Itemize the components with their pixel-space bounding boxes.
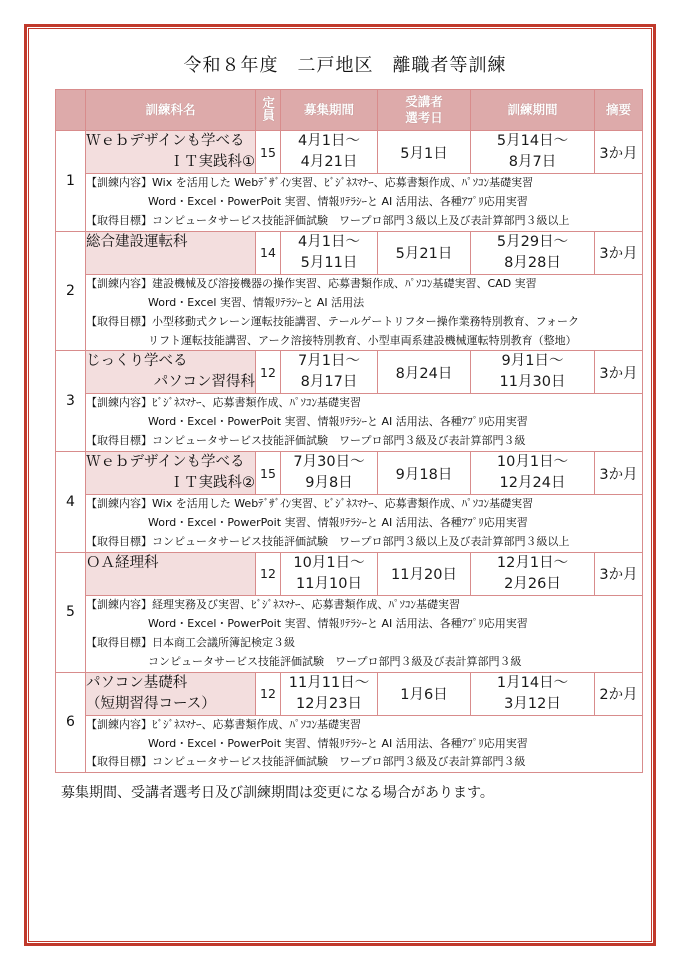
course-name-cell (86, 131, 256, 174)
course-detail-line: 【訓練内容】ﾋﾞｼﾞﾈｽﾏﾅｰ、応募書類作成、ﾊﾟｿｺﾝ基礎実習 (86, 717, 361, 731)
capacity-value: 14 (256, 231, 281, 274)
course-detail-cell (86, 495, 643, 553)
recruit-period-value-line2: 5月11日 (300, 254, 358, 271)
exam-date-value: 5月21日 (378, 231, 471, 274)
course-detail-line: Word・Excel・PowerPoit 実習、情報ﾘﾃﾗｼｰと AI 活用法、各種ｱﾌﾟﾘ応用実習 (148, 616, 528, 630)
course-detail-line: Word・Excel・PowerPoit 実習、情報ﾘﾃﾗｼｰと AI 活用法、各種ｱﾌﾟﾘ応用実習 (148, 736, 528, 750)
course-name-line2: パソコン習得科 (153, 374, 255, 391)
page-title: 令和８年度 二戸地区 離職者等訓練 (183, 55, 507, 76)
capacity-value: 15 (256, 131, 281, 174)
recruit-period-value-line2: 12月23日 (296, 695, 362, 712)
recruit-period-value (281, 672, 378, 715)
training-period-value-line2: 2月26日 (504, 575, 561, 592)
table-row (56, 231, 643, 274)
column-header-capacity (256, 90, 281, 131)
note-value: 3か月 (595, 452, 643, 495)
course-name-cell (86, 552, 256, 595)
capacity-value: 12 (256, 672, 281, 715)
course-detail-line: 【取得目標】コンピュータサービス技能評価試験 ワープロ部門３級及び表計算部門３級 (86, 755, 526, 769)
training-period-value-line2: 8月28日 (504, 254, 561, 271)
course-detail-line: 【訓練内容】Wix を活用した Webﾃﾞｻﾞｲﾝ実習、ﾋﾞｼﾞﾈｽﾏﾅｰ、応募書類作成、ﾊﾟｿｺﾝ基礎実習 (86, 497, 534, 511)
training-period-value-line2: 11月30日 (499, 374, 566, 391)
course-name-line1: じっくり学べる (86, 353, 188, 370)
training-period-value (471, 231, 595, 274)
course-detail-line: 【取得目標】コンピュータサービス技能評価試験 ワープロ部門３級以上及び表計算部門３級以上 (86, 213, 570, 227)
note-value: 2か月 (595, 672, 643, 715)
capacity-value: 12 (256, 552, 281, 595)
course-detail-cell (86, 394, 643, 452)
course-name-line1: Ｗｅｂデザインも学べる (86, 133, 245, 149)
row-number: 4 (56, 452, 86, 553)
course-detail-cell (86, 715, 643, 773)
course-name-cell (86, 672, 256, 715)
training-schedule-table (55, 89, 643, 773)
training-period-value-line1: 10月1日～ (496, 454, 569, 471)
course-detail-line: 【訓練内容】ﾋﾞｼﾞﾈｽﾏﾅｰ、応募書類作成、ﾊﾟｿｺﾝ基礎実習 (86, 396, 361, 410)
course-name-line2 (86, 574, 255, 595)
course-detail-line: 【訓練内容】経理実務及び実習、ﾋﾞｼﾞﾈｽﾏﾅｰ、応募書類作成、ﾊﾟｿｺﾝ基礎実習 (86, 597, 460, 611)
course-name-line1: Ｗｅｂデザインも学べる (86, 454, 245, 471)
course-detail-line: 【取得目標】コンピュータサービス技能評価試験 ワープロ部門３級及び表計算部門３級 (86, 434, 526, 448)
training-period-value-line1: 5月14日～ (496, 133, 569, 149)
capacity-value: 12 (256, 351, 281, 394)
column-header-exam-date (378, 90, 471, 131)
course-name-line1: パソコン基礎科 (86, 674, 188, 691)
recruit-period-value-line2: 11月10日 (296, 575, 362, 592)
table-detail-row (56, 394, 643, 452)
recruit-period-value-line1: 4月1日～ (298, 233, 360, 250)
exam-date-value: 1月6日 (378, 672, 471, 715)
column-header-recruit-period: 募集期間 (281, 90, 378, 131)
document-content (55, 45, 638, 802)
training-period-value (471, 351, 595, 394)
table-row (56, 131, 643, 174)
table-header-row (56, 90, 643, 131)
table-body (56, 131, 643, 773)
training-period-value-line2: 3月12日 (504, 695, 561, 712)
training-period-value-line1: 9月1日～ (501, 353, 564, 370)
table-detail-row (56, 274, 643, 351)
recruit-period-value (281, 552, 378, 595)
course-detail-cell (86, 174, 643, 232)
course-name-line1: ＯＡ経理科 (86, 554, 159, 571)
capacity-value: 15 (256, 452, 281, 495)
table-row (56, 452, 643, 495)
table-header (56, 90, 643, 131)
course-detail-line: Word・Excel・PowerPoit 実習、情報ﾘﾃﾗｼｰと AI 活用法、各種ｱﾌﾟﾘ応用実習 (148, 194, 528, 208)
footnote: 募集期間、受講者選考日及び訓練期間は変更になる場合があります。 (61, 785, 494, 802)
course-detail-line: Word・Excel・PowerPoit 実習、情報ﾘﾃﾗｼｰと AI 活用法、各種ｱﾌﾟﾘ応用実習 (148, 415, 528, 429)
training-period-value-line1: 5月29日～ (496, 233, 569, 250)
recruit-period-value (281, 231, 378, 274)
training-period-value-line1: 1月14日～ (496, 674, 569, 691)
training-period-value (471, 552, 595, 595)
course-detail-line: 【取得目標】小型移動式クレーン運転技能講習、テールゲートリフター操作業務特別教育、フォーク (86, 314, 580, 328)
course-name-line2: ＩＴ実践科① (169, 154, 255, 171)
table-detail-row (56, 174, 643, 232)
recruit-period-value (281, 131, 378, 174)
exam-date-value: 11月20日 (378, 552, 471, 595)
course-detail-line: 【取得目標】日本商工会議所簿記検定３級 (86, 635, 295, 649)
training-period-value (471, 452, 595, 495)
table-row (56, 672, 643, 715)
note-value: 3か月 (595, 231, 643, 274)
course-name-line2 (86, 253, 255, 274)
table-detail-row (56, 495, 643, 553)
recruit-period-value-line1: 7月1日～ (298, 353, 360, 370)
table-row (56, 552, 643, 595)
column-header-exam-date-line2: 選考日 (405, 110, 443, 125)
column-header-no (56, 90, 86, 131)
course-detail-line: 【訓練内容】Wix を活用した Webﾃﾞｻﾞｲﾝ実習、ﾋﾞｼﾞﾈｽﾏﾅｰ、応募書類作成、ﾊﾟｿｺﾝ基礎実習 (86, 176, 534, 190)
recruit-period-value-line2: 9月8日 (305, 475, 353, 492)
recruit-period-value-line2: 8月17日 (300, 374, 358, 391)
recruit-period-value (281, 351, 378, 394)
course-name-line1: 総合建設運転科 (86, 233, 188, 250)
course-detail-line: 【取得目標】コンピュータサービス技能評価試験 ワープロ部門３級以上及び表計算部門３級以上 (86, 535, 570, 548)
course-detail-cell (86, 595, 643, 672)
course-detail-line: リフト運転技能講習、アーク溶接特別教育、小型車両系建設機械運転特別教育（整地） (148, 333, 577, 347)
table-row (56, 351, 643, 394)
row-number: 6 (56, 672, 86, 773)
recruit-period-value (281, 452, 378, 495)
exam-date-value: 9月18日 (378, 452, 471, 495)
course-detail-line: 【訓練内容】建設機械及び溶接機器の操作実習、応募書類作成、ﾊﾟｿｺﾝ基礎実習、CAD 実習 (86, 276, 537, 290)
course-name-line2: ＩＴ実践科② (169, 475, 255, 492)
column-header-training-period: 訓練期間 (471, 90, 595, 131)
column-header-note: 摘要 (595, 90, 643, 131)
training-period-value (471, 131, 595, 174)
note-value: 3か月 (595, 552, 643, 595)
table-detail-row (56, 595, 643, 672)
row-number: 5 (56, 552, 86, 672)
exam-date-value: 8月24日 (378, 351, 471, 394)
column-header-exam-date-line1: 受講者 (405, 94, 443, 110)
course-name-cell (86, 452, 256, 495)
course-name-cell (86, 351, 256, 394)
note-value: 3か月 (595, 351, 643, 394)
row-number: 3 (56, 351, 86, 452)
exam-date-value: 5月1日 (378, 131, 471, 174)
training-period-value (471, 672, 595, 715)
row-number: 1 (56, 131, 86, 232)
recruit-period-value-line1: 4月1日～ (298, 133, 360, 149)
course-name-cell (86, 231, 256, 274)
recruit-period-value-line1: 7月30日～ (293, 454, 365, 471)
training-period-value-line2: 8月7日 (508, 154, 557, 171)
note-value: 3か月 (595, 131, 643, 174)
recruit-period-value-line1: 10月1日～ (293, 554, 365, 571)
column-header-capacity-label: 定員 (260, 95, 276, 121)
course-detail-line: Word・Excel 実習、情報ﾘﾃﾗｼｰと AI 活用法 (148, 295, 365, 309)
recruit-period-value-line2: 4月21日 (300, 154, 358, 171)
row-number: 2 (56, 231, 86, 351)
course-detail-line: コンピュータサービス技能評価試験 ワープロ部門３級及び表計算部門３級 (148, 654, 522, 668)
course-detail-line: Word・Excel・PowerPoit 実習、情報ﾘﾃﾗｼｰと AI 活用法、各種ｱﾌﾟﾘ応用実習 (148, 516, 528, 530)
recruit-period-value-line1: 11月11日～ (288, 674, 370, 691)
training-period-value-line1: 12月1日～ (496, 554, 569, 571)
course-detail-cell (86, 274, 643, 351)
table-detail-row (56, 715, 643, 773)
column-header-course-name: 訓練科名 (86, 90, 256, 131)
course-name-line2: （短期習得コース） (86, 695, 216, 712)
training-period-value-line2: 12月24日 (499, 475, 566, 492)
